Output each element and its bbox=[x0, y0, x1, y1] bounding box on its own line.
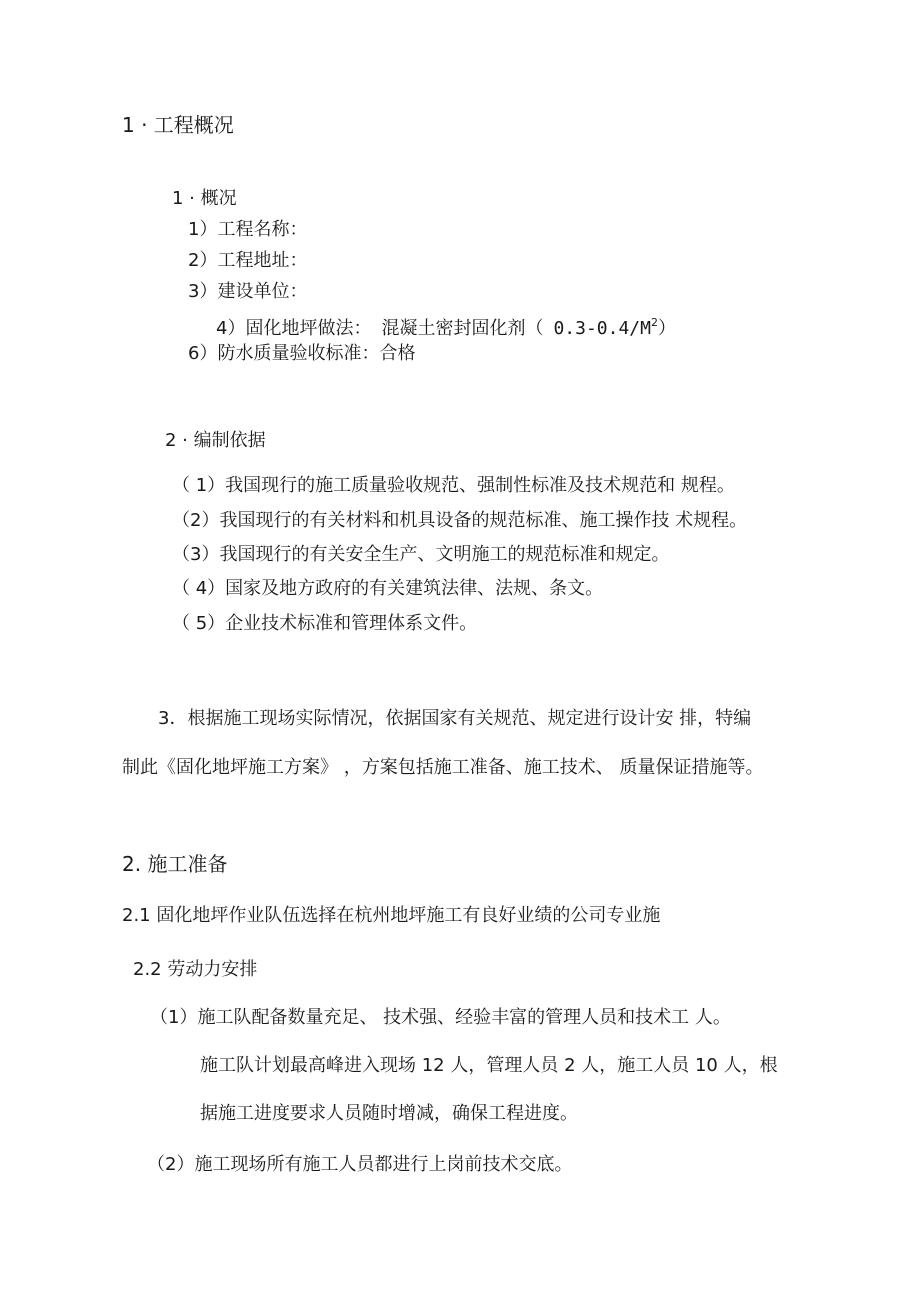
subsection-overview: 1 · 概况 bbox=[172, 188, 237, 209]
item-floor-method-amount: 0.3-0.4/M bbox=[553, 318, 651, 339]
basis-item-4: （ 4）国家及地方政府的有关建筑法律、法规、条文。 bbox=[172, 578, 604, 599]
section-2-heading: 2. 施工准备 bbox=[122, 852, 228, 876]
item-floor-method bbox=[216, 311, 676, 341]
item-floor-method-label: 4）固化地坪做法： bbox=[216, 318, 372, 339]
paragraph-2-2: 2.2 劳动力安排 bbox=[133, 959, 258, 980]
labor-item-1: （1）施工队配备数量充足、 技术强、经验丰富的管理人员和技术工 人。 bbox=[150, 1007, 731, 1028]
basis-item-3: （3）我国现行的有关安全生产、文明施工的规范标准和规定。 bbox=[172, 544, 670, 565]
item-waterproof-standard: 6）防水质量验收标准：合格 bbox=[188, 343, 416, 364]
item-project-name: 1）工程名称： bbox=[188, 219, 308, 240]
paragraph-2-1: 2.1 固化地坪作业队伍选择在杭州地坪施工有良好业绩的公司专业施 bbox=[122, 905, 661, 926]
paragraph-3-line-2: 制此《固化地坪施工方案》 ，方案包括施工准备、施工技术、 质量保证措施等。 bbox=[122, 757, 764, 778]
subsection-basis: 2 · 编制依据 bbox=[165, 430, 266, 451]
basis-item-2: （2）我国现行的有关材料和机具设备的规范标准、施工操作技 术规程。 bbox=[172, 510, 748, 531]
item-project-address: 2）工程地址： bbox=[188, 250, 308, 271]
basis-item-1: （ 1）我国现行的施工质量验收规范、强制性标准及技术规范和 规程。 bbox=[172, 475, 735, 496]
item-construction-unit: 3）建设单位： bbox=[188, 281, 308, 302]
labor-item-2: （2）施工现场所有施工人员都进行上岗前技术交底。 bbox=[147, 1154, 573, 1175]
labor-item-1-detail-b: 据施工进度要求人员随时增减，确保工程进度。 bbox=[200, 1103, 578, 1124]
basis-item-5: （ 5）企业技术标准和管理体系文件。 bbox=[172, 613, 478, 634]
section-1-heading: 1 · 工程概况 bbox=[122, 113, 234, 137]
item-floor-method-close: ） bbox=[658, 318, 676, 339]
labor-item-1-detail-a: 施工队计划最高峰进入现场 12 人，管理人员 2 人，施工人员 10 人，根 bbox=[200, 1055, 778, 1076]
item-floor-method-sup: 2 bbox=[651, 316, 658, 329]
item-floor-method-value: 混凝土密封固化剂（ bbox=[381, 318, 544, 339]
paragraph-3-line-1: 3．根据施工现场实际情况，依据国家有关规范、规定进行设计安 排，特编 bbox=[158, 708, 752, 729]
